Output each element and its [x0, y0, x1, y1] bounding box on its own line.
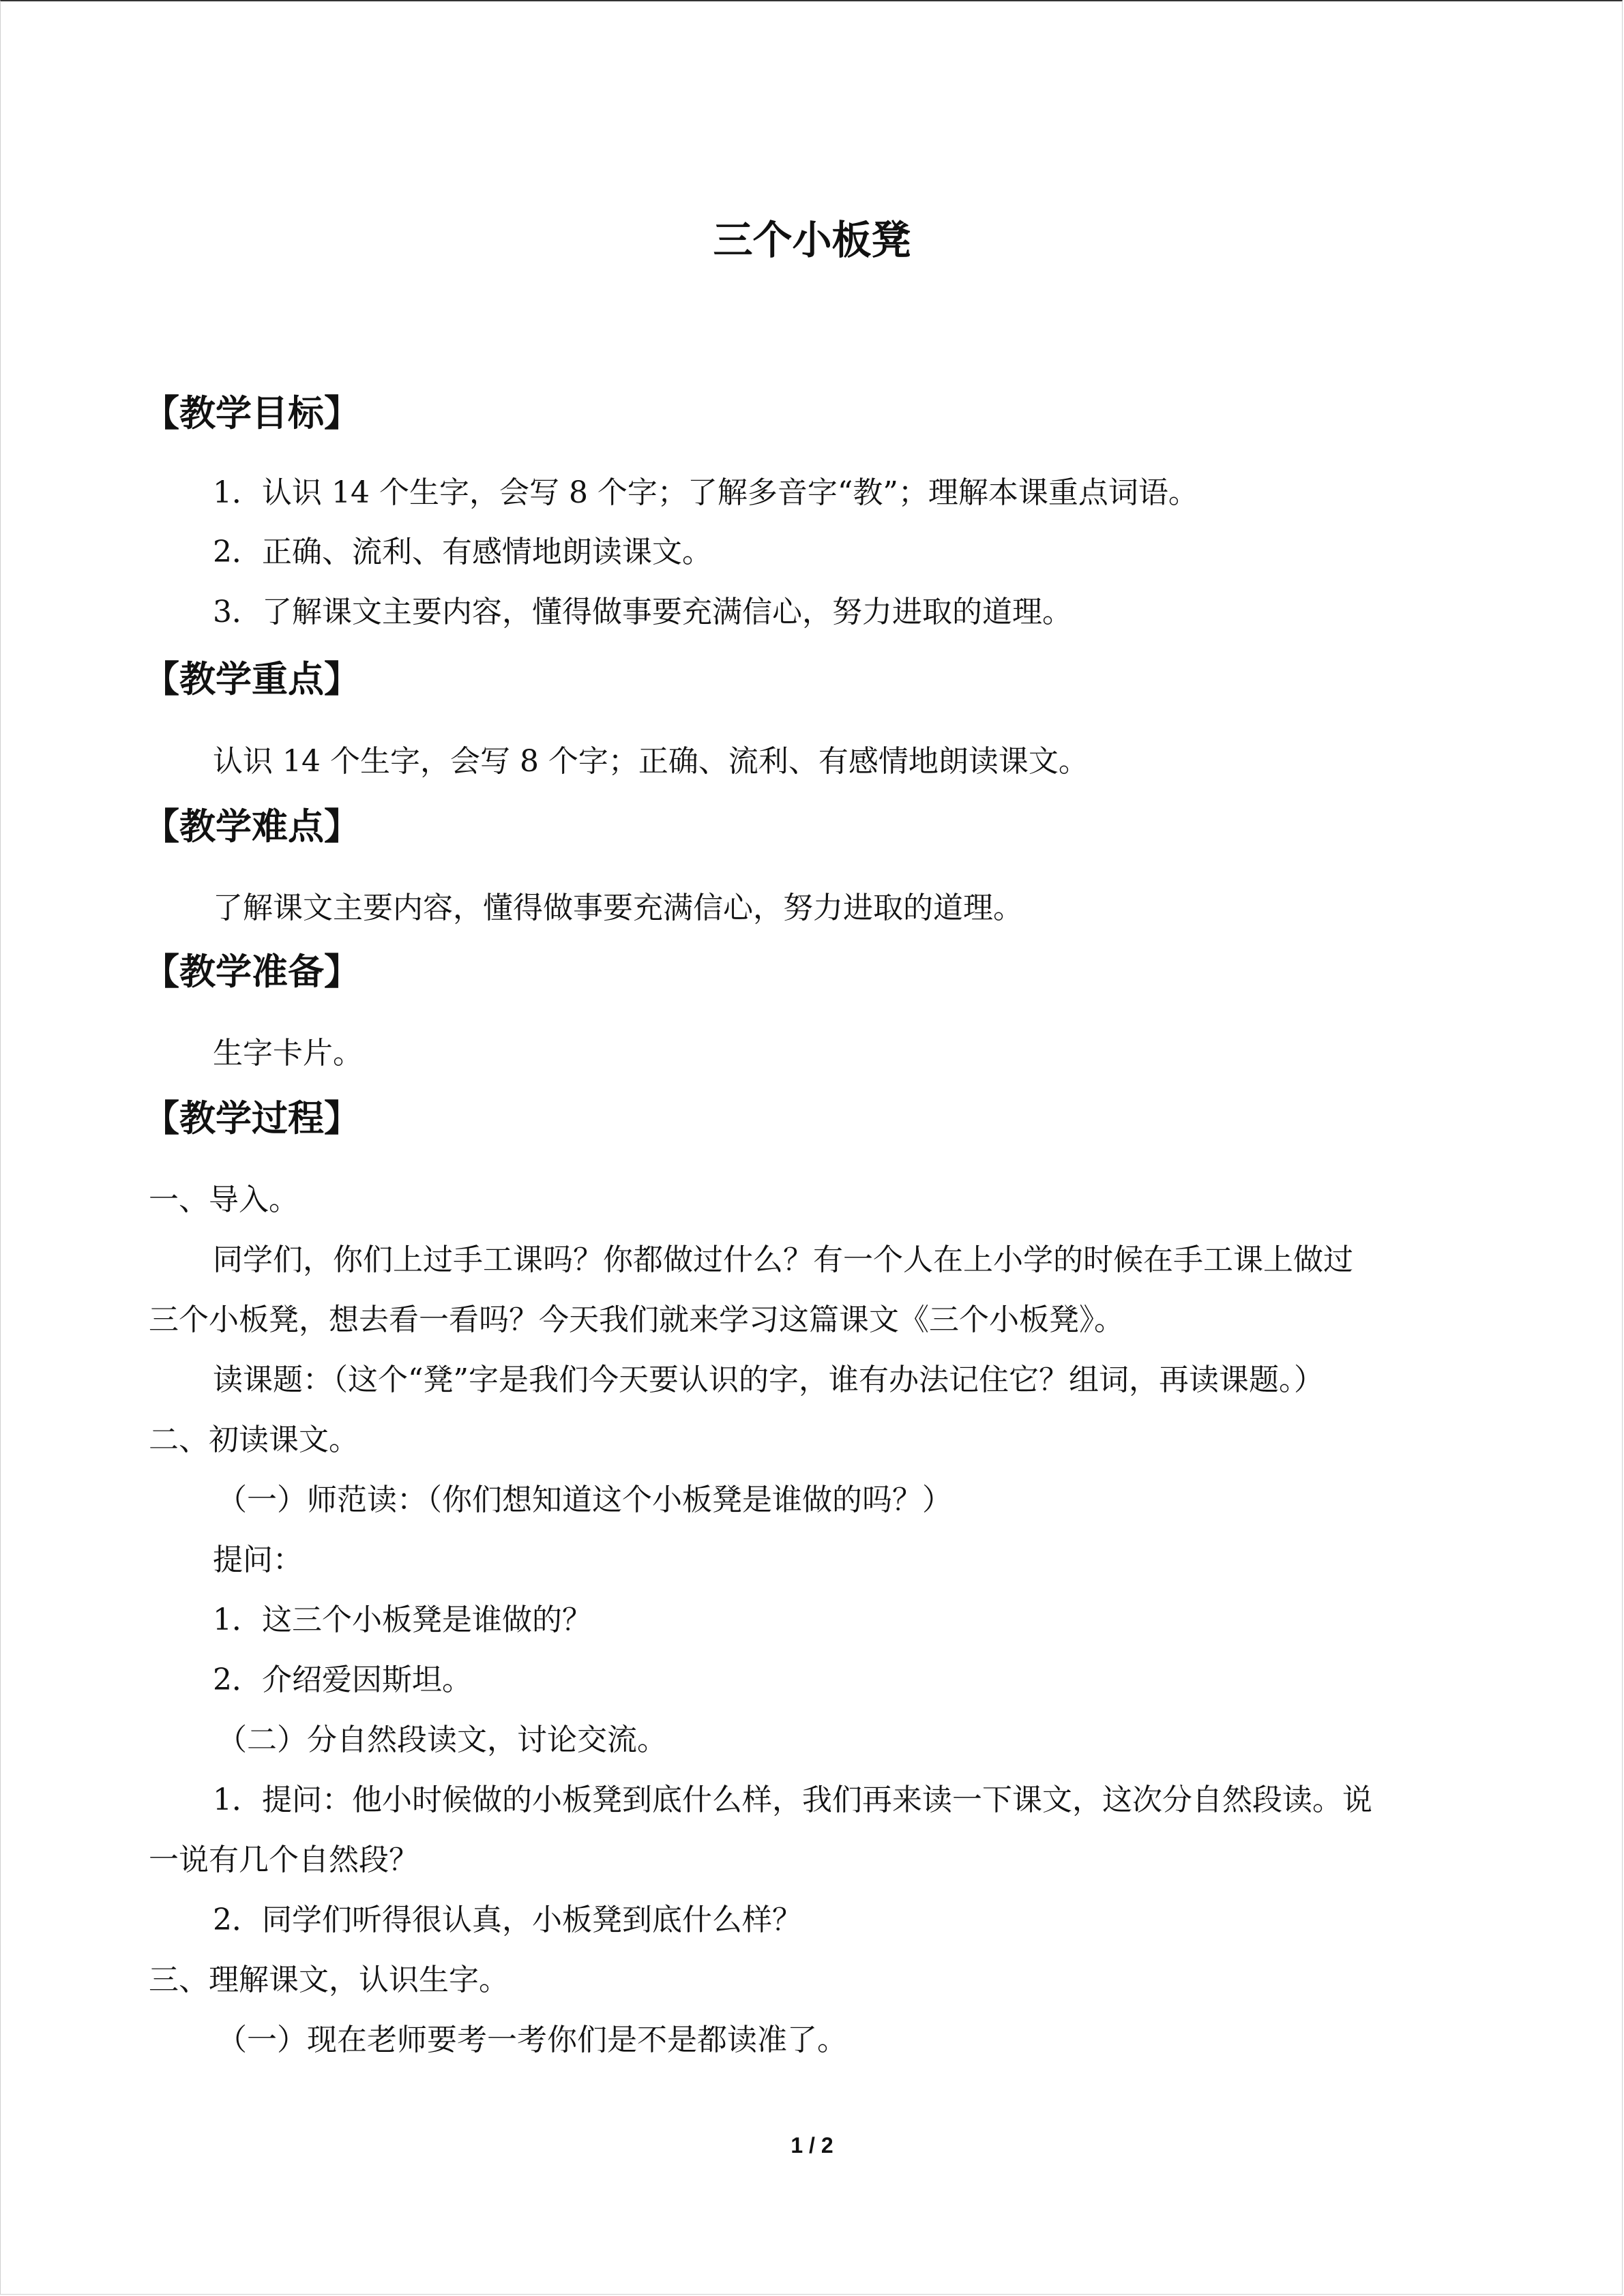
key-points-text: 认识 14 个生字，会写 8 个字；正确、流利、有感情地朗读课文。	[213, 744, 1089, 779]
process-line: 同学们，你们上过手工课吗？你都做过什么？有一个人在上小学的时候在手工课上做过	[213, 1242, 1353, 1277]
process-line: 1．提问：他小时候做的小板凳到底什么样，我们再来读一下课文，这次分自然段读。说	[213, 1783, 1372, 1817]
difficulties-heading: 【教学难点】	[143, 806, 360, 848]
page-number: 1 / 2	[791, 2133, 833, 2158]
process-line: 读课题：（这个“凳”字是我们今天要认识的字，谁有办法记住它？组词，再读课题。）	[213, 1362, 1324, 1397]
preparation-text: 生字卡片。	[213, 1036, 363, 1071]
process-line: （一）师范读：（你们想知道这个小板凳是谁做的吗？）	[217, 1482, 952, 1517]
process-line: （二）分自然段读文，讨论交流。	[217, 1723, 667, 1757]
process-line: 一说有几个自然段？	[149, 1843, 419, 1877]
process-line: 二、初读课文。	[149, 1422, 359, 1457]
process-line: 1．这三个小板凳是谁做的？	[213, 1602, 592, 1637]
page-title: 三个小板凳	[713, 217, 911, 263]
process-line: （一）现在老师要考一考你们是不是都读准了。	[217, 2023, 847, 2057]
goals-heading: 【教学目标】	[143, 393, 360, 434]
process-line: 三个小板凳，想去看一看吗？今天我们就来学习这篇课文《三个小板凳》。	[149, 1302, 1124, 1337]
process-line: 三、理解课文，认识生字。	[149, 1963, 509, 1997]
process-line: 一、导入。	[149, 1182, 299, 1217]
process-line: 提问：	[213, 1542, 303, 1577]
difficulties-text: 了解课文主要内容，懂得做事要充满信心，努力进取的道理。	[213, 891, 1023, 925]
goal-item: 2．正确、流利、有感情地朗读课文。	[213, 535, 712, 569]
key-points-heading: 【教学重点】	[143, 659, 360, 700]
process-line: 2．同学们听得很认真，小板凳到底什么样？	[213, 1903, 802, 1937]
process-line: 2．介绍爱因斯坦。	[213, 1663, 472, 1697]
goal-item: 3．了解课文主要内容，懂得做事要充满信心，努力进取的道理。	[213, 595, 1072, 629]
preparation-heading: 【教学准备】	[143, 951, 360, 993]
goal-item: 1．认识 14 个生字，会写 8 个字；了解多音字“教”；理解本课重点词语。	[213, 475, 1198, 510]
process-heading: 【教学过程】	[143, 1098, 360, 1139]
